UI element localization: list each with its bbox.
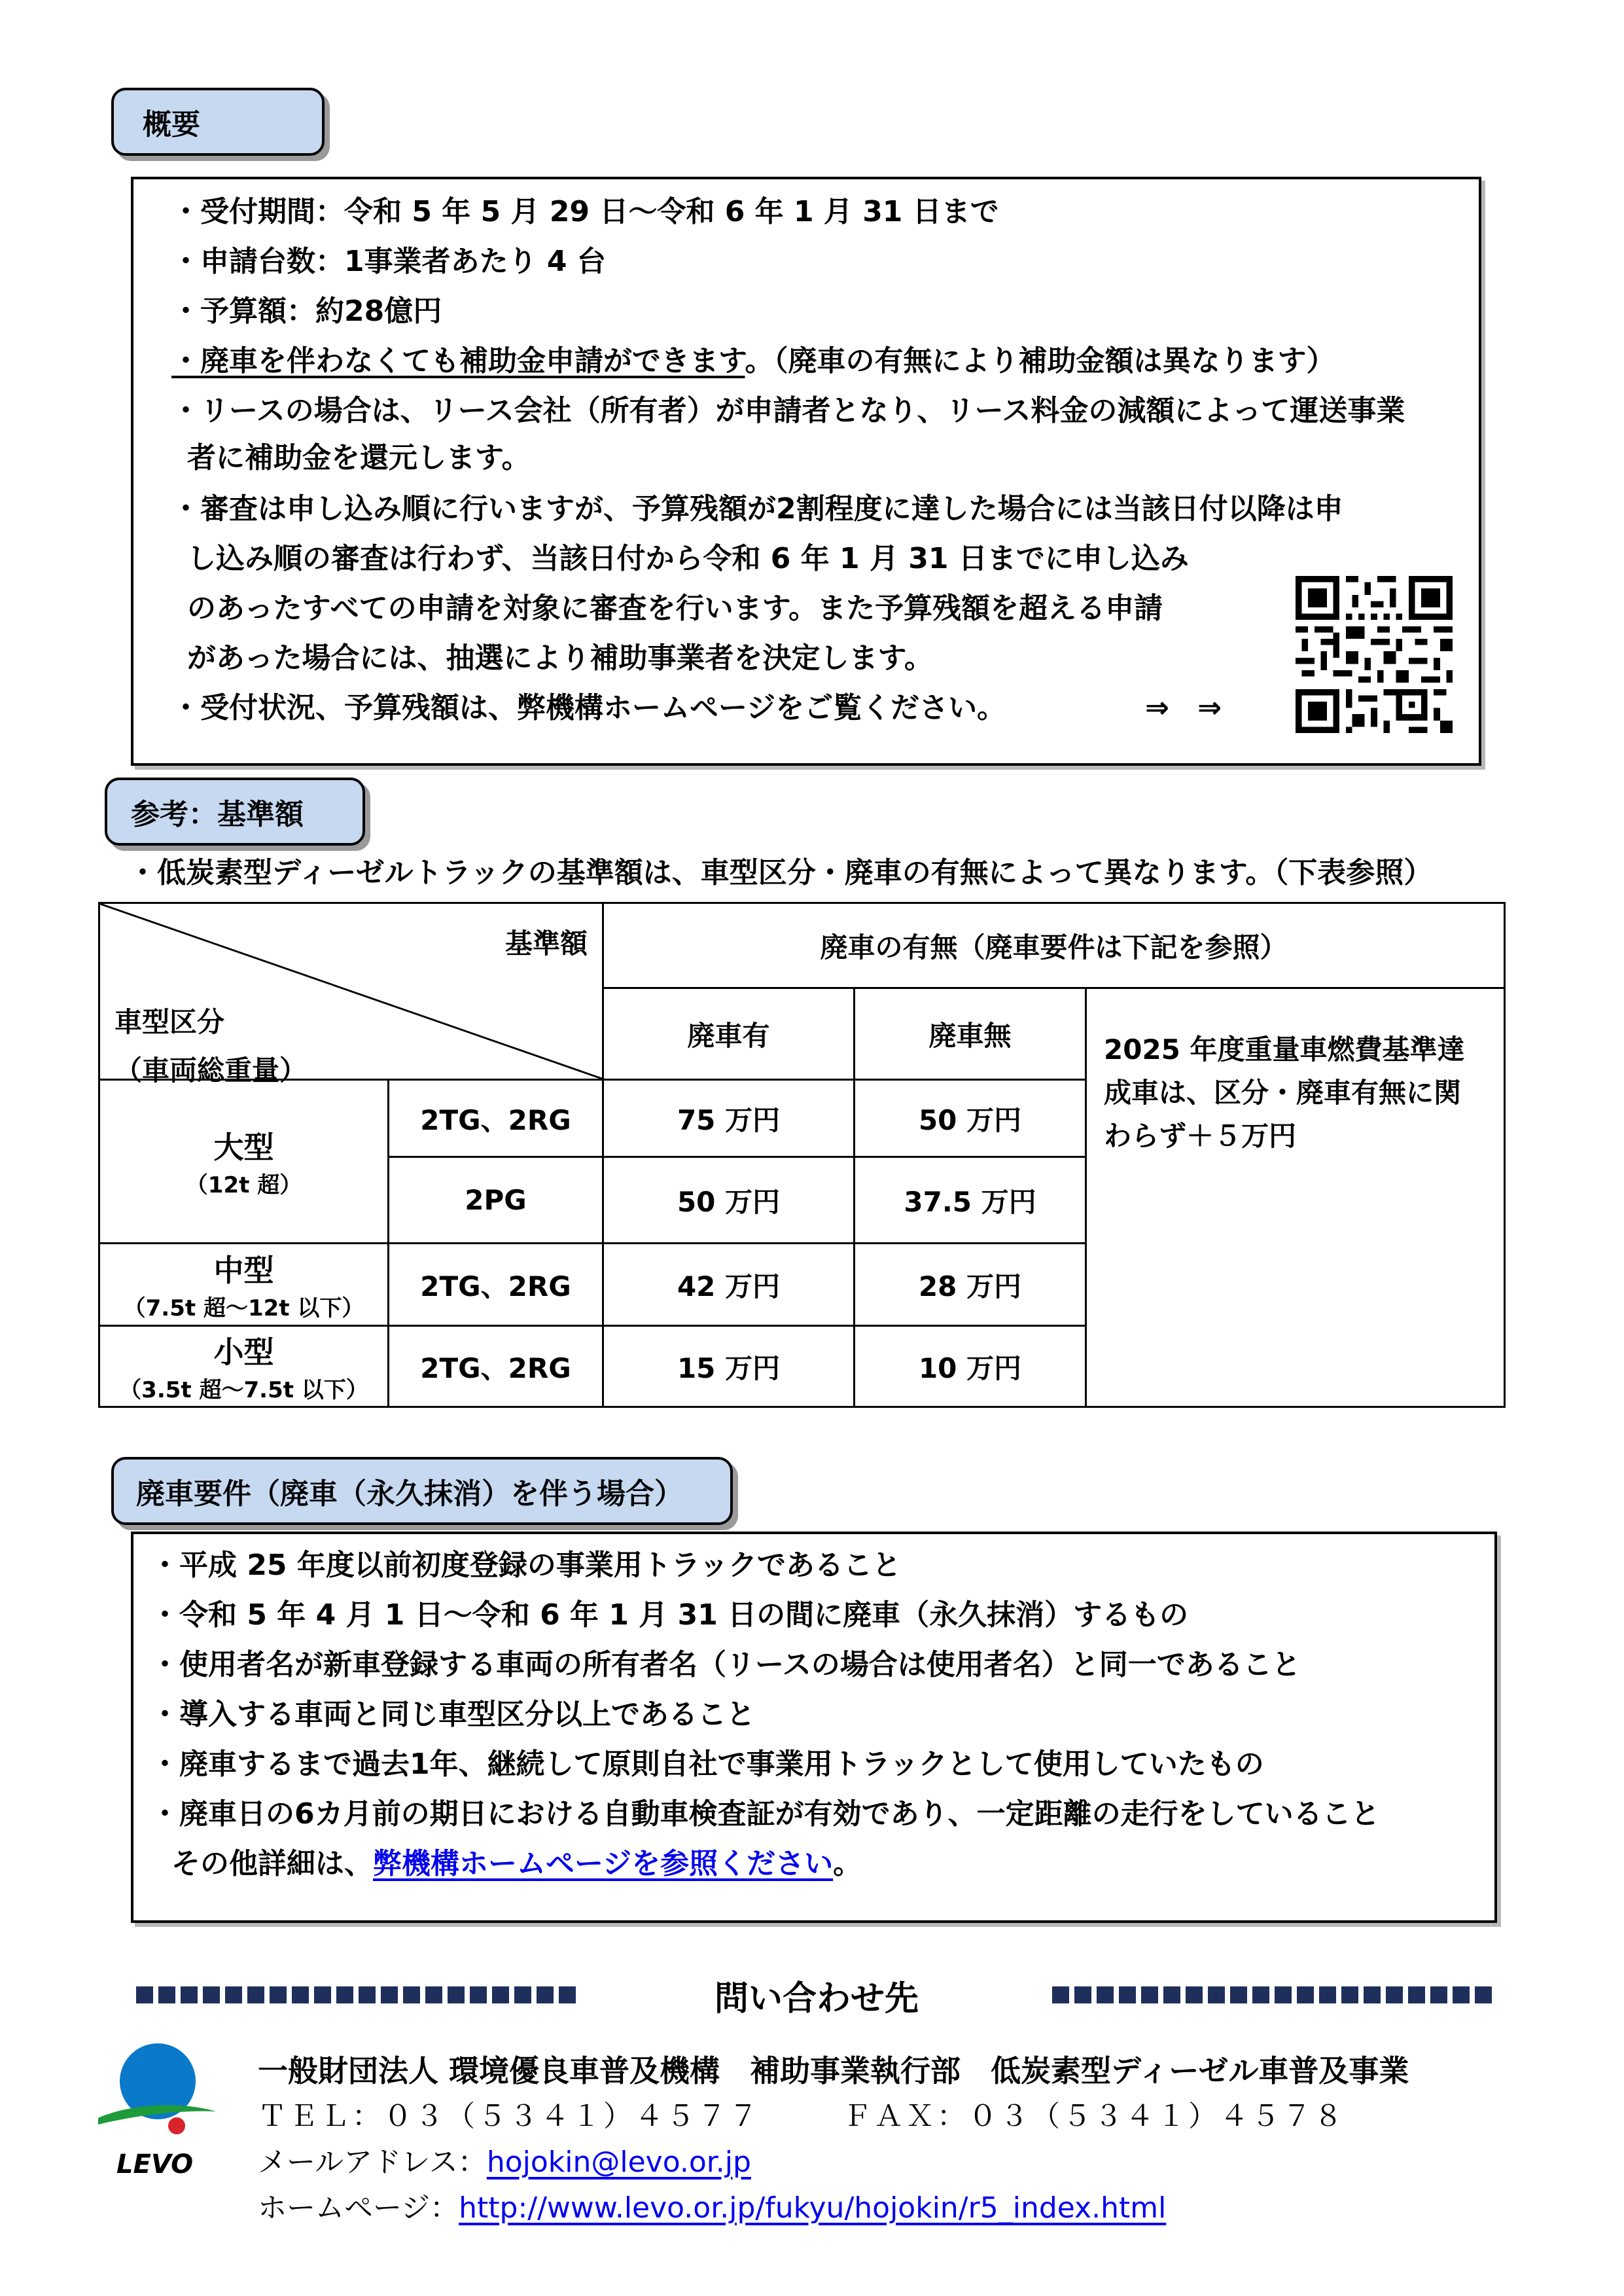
scrap-line-1: ・平成 25 年度以前初度登録の事業用トラックであること <box>150 1549 901 1582</box>
square-bullet-icon <box>336 1986 353 2003</box>
square-bullet-icon <box>1141 1986 1158 2003</box>
contact-mail-line <box>258 2144 751 2181</box>
square-bullet-icon <box>381 1986 398 2003</box>
web-label: ホームページ： <box>258 2191 459 2225</box>
contact-tel: ＴＥＬ：０３（５３４１）４５７７ <box>258 2100 760 2133</box>
arrow-icons: ⇒ ⇒ <box>1145 691 1231 725</box>
square-bullet-icon <box>1097 1986 1114 2003</box>
scrap-line-2: ・令和 5 年 4 月 1 日～令和 6 年 1 月 31 日の間に廃車（永久抹消）するもの <box>150 1598 1189 1632</box>
square-bullet-icon <box>492 1986 509 2003</box>
homepage-reference-link[interactable]: 弊機構ホームページを参照ください <box>373 1847 834 1880</box>
scrap-line-5: ・廃車するまで過去1年、継続して原則自社で事業用トラックとして使用していたもの <box>150 1748 1264 1781</box>
square-bullet-icon <box>1252 1986 1269 2003</box>
square-bullet-icon <box>270 1986 287 2003</box>
qr-code-icon[interactable] <box>1296 576 1453 733</box>
corner-label-type: 車型区分 <box>115 1006 225 1038</box>
contact-fax: ＦＡＸ：０３（５３４１）４５７８ <box>843 2100 1345 2133</box>
square-row-right <box>1052 1986 1497 2003</box>
mail-label: メールアドレス： <box>258 2145 487 2179</box>
large-class-cell <box>99 1080 389 1244</box>
overview-tab <box>111 88 325 156</box>
square-bullet-icon <box>181 1986 198 2003</box>
large-type-2: 2PG <box>389 1157 603 1244</box>
scrap-requirements-title: 廃車要件（廃車（永久抹消）を伴う場合） <box>136 1477 683 1511</box>
large-class-name: 大型 <box>213 1130 274 1165</box>
small-class-weight: （3.5t 超～7.5t 以下） <box>119 1377 368 1403</box>
contact-heading-bar <box>136 1974 1497 2016</box>
square-bullet-icon <box>359 1986 376 2003</box>
square-bullet-icon <box>1453 1986 1470 2003</box>
scrap-group-header: 廃車の有無（廃車要件は下記を参照） <box>603 903 1505 988</box>
standard-amount-table <box>98 902 1506 1408</box>
square-bullet-icon <box>537 1986 554 2003</box>
square-row-left <box>136 1986 581 2003</box>
levo-logo-text: LEVO <box>116 2149 194 2179</box>
square-bullet-icon <box>1475 1986 1492 2003</box>
square-bullet-icon <box>1364 1986 1381 2003</box>
square-bullet-icon <box>136 1986 153 2003</box>
square-bullet-icon <box>1186 1986 1203 2003</box>
small-class-name: 小型 <box>213 1335 274 1370</box>
square-bullet-icon <box>514 1986 531 2003</box>
small-class-cell <box>99 1326 389 1407</box>
reference-title: 参考：基準額 <box>131 798 304 831</box>
overview-line-5b: 者に補助金を還元します。 <box>187 441 531 475</box>
square-bullet-icon <box>1297 1986 1314 2003</box>
fuel-standard-note: 2025 年度重量車燃費基準達成車は、区分・廃車有無に関わらず＋５万円 <box>1086 988 1505 1407</box>
square-bullet-icon <box>403 1986 420 2003</box>
overview-line-6d: があった場合には、抽選により補助事業者を決定します。 <box>187 641 934 675</box>
square-bullet-icon <box>470 1986 487 2003</box>
overview-title: 概要 <box>143 108 200 141</box>
small-yes: 15 万円 <box>603 1326 855 1407</box>
square-bullet-icon <box>1230 1986 1247 2003</box>
square-bullet-icon <box>203 1986 220 2003</box>
mail-link[interactable]: hojokin@levo.or.jp <box>486 2145 751 2179</box>
overview-line-5a: ・リースの場合は、リース会社（所有者）が申請者となり、リース料金の減額によって運送事業 <box>171 394 1405 427</box>
large-no-2: 37.5 万円 <box>855 1157 1086 1244</box>
no-scrap-note: ・廃車を伴わなくても補助金申請ができます <box>171 344 745 378</box>
scrap-line-4: ・導入する車両と同じ車型区分以上であること <box>150 1698 755 1731</box>
large-yes-2: 50 万円 <box>603 1157 855 1244</box>
square-bullet-icon <box>1430 1986 1447 2003</box>
scrap-detail-line <box>171 1846 862 1882</box>
square-bullet-icon <box>1074 1986 1091 2003</box>
medium-yes: 42 万円 <box>603 1244 855 1326</box>
square-bullet-icon <box>1208 1986 1225 2003</box>
corner-label-amount: 基準額 <box>504 927 588 960</box>
overview-line-2: ・申請台数：1事業者あたり 4 台 <box>171 245 606 278</box>
square-bullet-icon <box>1163 1986 1180 2003</box>
reference-tab <box>105 778 365 846</box>
square-bullet-icon <box>425 1986 442 2003</box>
square-bullet-icon <box>448 1986 465 2003</box>
square-bullet-icon <box>1119 1986 1136 2003</box>
overview-line-4 <box>171 343 1335 380</box>
small-no: 10 万円 <box>855 1326 1086 1407</box>
square-bullet-icon <box>292 1986 309 2003</box>
square-bullet-icon <box>559 1986 576 2003</box>
table-corner-cell <box>99 903 603 1086</box>
square-bullet-icon <box>247 1986 264 2003</box>
square-bullet-icon <box>225 1986 242 2003</box>
square-bullet-icon <box>158 1986 175 2003</box>
large-no-1: 50 万円 <box>855 1080 1086 1157</box>
medium-class-name: 中型 <box>213 1253 274 1288</box>
corner-label-weight: （車両総重量） <box>115 1054 308 1086</box>
small-type: 2TG、2RG <box>389 1326 603 1407</box>
square-bullet-icon <box>1319 1986 1336 2003</box>
scrap-requirements-tab <box>111 1457 733 1525</box>
scrap-line-6: ・廃車日の6カ月前の期日における自動車検査証が有効であり、一定距離の走行をしていること <box>150 1797 1380 1831</box>
no-scrap-detail: 。（廃車の有無により補助金額は異なります） <box>745 344 1335 378</box>
overview-line-7: ・受付状況、予算残額は、弊機構ホームページをご覧ください。 <box>171 691 1006 725</box>
contact-web-line <box>258 2190 1166 2227</box>
medium-class-weight: （7.5t 超～12t 以下） <box>123 1295 364 1321</box>
header-scrap-no: 廃車無 <box>855 988 1086 1080</box>
overview-line-1: ・受付期間：令和 5 年 5 月 29 日～令和 6 年 1 月 31 日まで <box>171 195 999 228</box>
scrap-detail-prefix: その他詳細は、 <box>171 1847 373 1880</box>
contact-heading: 問い合わせ先 <box>714 1979 919 2018</box>
medium-type: 2TG、2RG <box>389 1244 603 1326</box>
overview-line-6a: ・審査は申し込み順に行いますが、予算残額が2割程度に達した場合には当該日付以降は申 <box>171 492 1343 526</box>
square-bullet-icon <box>1408 1986 1425 2003</box>
web-link[interactable]: http://www.levo.or.jp/fukyu/hojokin/r5_index.html <box>459 2191 1167 2225</box>
square-bullet-icon <box>1275 1986 1292 2003</box>
square-bullet-icon <box>314 1986 331 2003</box>
large-type-1: 2TG、2RG <box>389 1080 603 1157</box>
header-scrap-yes: 廃車有 <box>603 988 855 1080</box>
square-bullet-icon <box>1341 1986 1358 2003</box>
overview-line-6c: のあったすべての申請を対象に審査を行います。また予算残額を超える申請 <box>187 592 1163 625</box>
scrap-detail-suffix: 。 <box>833 1847 862 1880</box>
overview-line-3: ・予算額：約28億円 <box>171 295 442 328</box>
medium-class-cell <box>99 1244 389 1326</box>
contact-org: 一般財団法人 環境優良車普及機構 補助事業執行部 低炭素型ディーゼル車普及事業 <box>258 2053 1409 2089</box>
reference-intro: ・低炭素型ディーゼルトラックの基準額は、車型区分・廃車の有無によって異なります。（下表参照） <box>128 856 1433 889</box>
square-bullet-icon <box>1052 1986 1069 2003</box>
overview-line-6b: し込み順の審査は行わず、当該日付から令和 6 年 1 月 31 日までに申し込み <box>187 542 1189 575</box>
medium-no: 28 万円 <box>855 1244 1086 1326</box>
square-bullet-icon <box>1386 1986 1403 2003</box>
large-class-weight: （12t 超） <box>185 1172 302 1198</box>
scrap-line-3: ・使用者名が新車登録する車両の所有者名（リースの場合は使用者名）と同一であること <box>150 1648 1301 1681</box>
large-yes-1: 75 万円 <box>603 1080 855 1157</box>
